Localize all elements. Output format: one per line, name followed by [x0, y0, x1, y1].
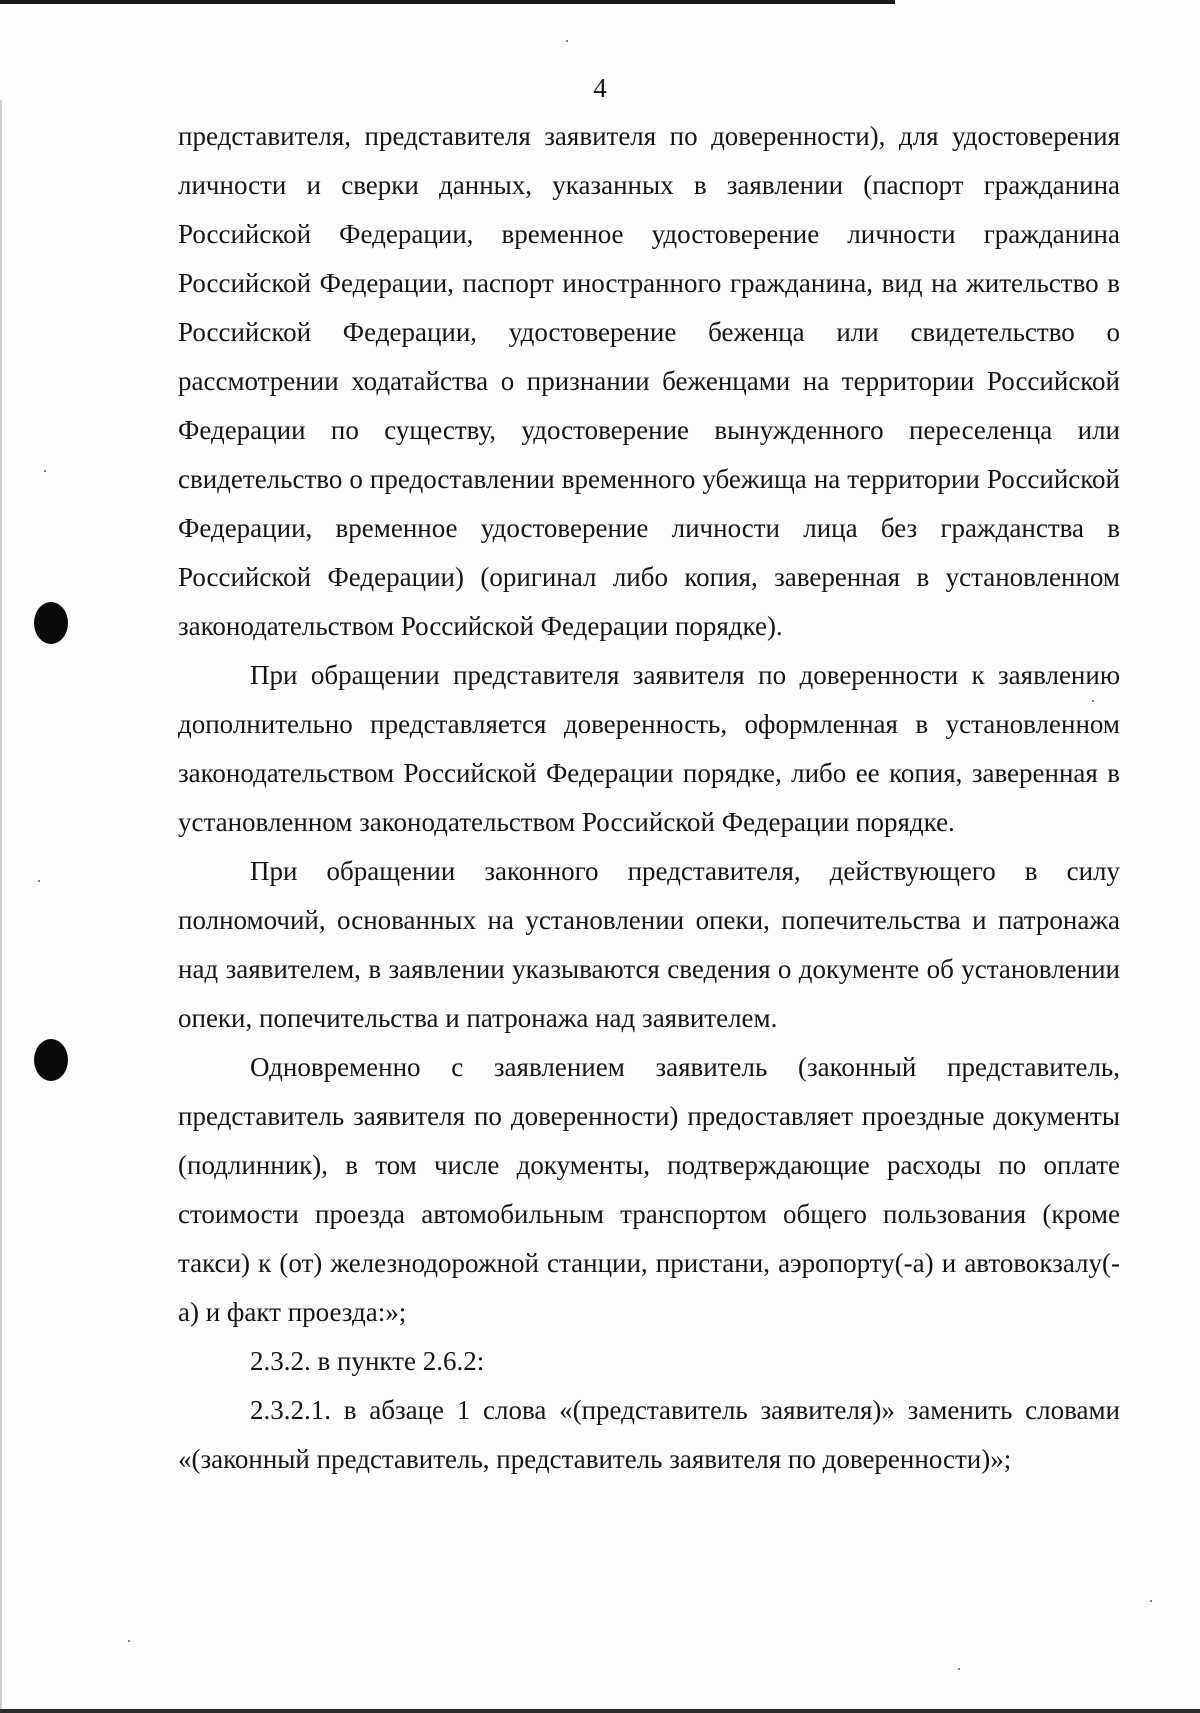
scan-speck [566, 40, 568, 42]
scan-top-edge [0, 0, 895, 4]
paragraph-power-of-attorney: При обращении представителя заявителя по доверенности к заявлению дополнительно представляется доверенность, оформленная в установленном законодательством Российской Федерации порядке, либо ее копия, заверенная в установленном законодательством Российской Федерации порядке. [178, 660, 1120, 837]
scan-left-edge [0, 100, 2, 1713]
paragraph-legal-representative: При обращении законного представителя, действующего в силу полномочий, основанных на установлении опеки, попечительства и патронажа над заявителем, в заявлении указываются сведения о документе об установлении опеки, попечительства и патронажа над заявителем. [178, 856, 1120, 1033]
scan-speck [44, 470, 46, 472]
document-body [178, 112, 1120, 1484]
page-number: 4 [593, 73, 607, 103]
scan-speck [958, 1668, 960, 1670]
scan-speck [128, 1640, 130, 1642]
punch-hole [34, 1039, 68, 1081]
punch-hole [34, 602, 68, 644]
scan-bottom-edge [0, 1709, 1200, 1713]
paragraph-travel-documents: Одновременно с заявлением заявитель (законный представитель, представитель заявителя по доверенности) предоставляет проездные документы (подлинник), в том числе документы, подтверждающие расходы по оплате стоимости проезда автомобильным транспортом общего пользования (кроме такси) к (от) железнодорожной станции, пристани, аэропорту(-а) и автовокзалу(-а) и факт проезда:»; [178, 1052, 1120, 1327]
paragraph-clause-2-3-2-1: 2.3.2.1. в абзаце 1 слова «(представитель заявителя)» заменить словами «(законный представитель, представитель заявителя по доверенности)»; [178, 1395, 1120, 1474]
paragraph-continuation: представителя, представителя заявителя по доверенности), для удостоверения личности и сверки данных, указанных в заявлении (паспорт гражданина Российской Федерации, временное удостоверение личности гражданина Российской Федерации, паспорт иностранного гражданина, вид на жительство в Российской Федерации, удостоверение беженца или свидетельство о рассмотрении ходатайства о признании беженцами на территории Российской Федерации по существу, удостоверение вынужденного переселенца или свидетельство о предоставлении временного убежища на территории Российской Федерации, временное удостоверение личности лица без гражданства в Российской Федерации) (оригинал либо копия, заверенная в установленном законодательством Российской Федерации порядке). [178, 121, 1120, 641]
scan-speck [1150, 1600, 1152, 1602]
paragraph-clause-2-3-2: 2.3.2. в пункте 2.6.2: [250, 1346, 485, 1376]
scan-speck [38, 880, 40, 882]
